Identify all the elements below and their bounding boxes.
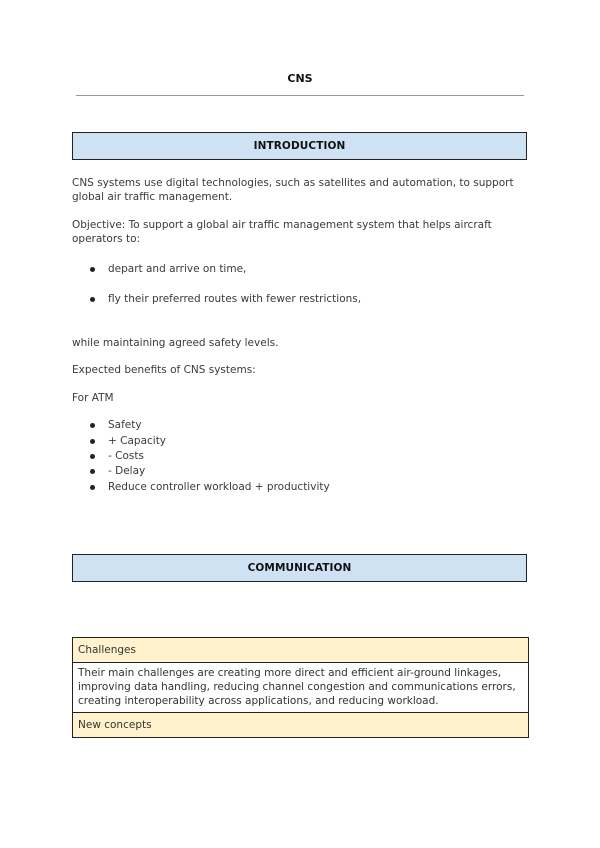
bullet-text: - Delay [108,465,146,477]
bullet-icon [90,423,95,428]
atm-bullet [90,434,166,448]
challenges-text-row: Their main challenges are creating more direct and efficient air-ground linkages, improving data handling, reducing channel congestion and communications errors, creating interoperability across applications, and reducing workload. [73,663,528,713]
title-divider [76,95,524,96]
bullet-text: depart and arrive on time, [108,263,247,275]
new-concepts-label-row: New concepts [73,713,528,737]
bullet-text: Reduce controller workload + productivity [108,481,330,493]
bullet-icon [90,297,95,302]
atm-bullet [90,418,142,432]
bullet-text: Safety [108,419,142,431]
atm-bullet [90,464,145,478]
bullet-icon [90,439,95,444]
bullet-text: + Capacity [108,435,167,447]
safety-line: while maintaining agreed safety levels. [72,337,279,349]
objective-bullet [90,292,361,306]
document-title: CNS [287,72,313,85]
bullet-icon [90,454,95,459]
bullet-icon [90,485,95,490]
bullet-text: fly their preferred routes with fewer restrictions, [108,293,362,305]
intro-paragraph: CNS systems use digital technologies, such as satellites and automation, to support global air traffic management. [72,177,514,203]
bullet-icon [90,469,95,474]
bullet-icon [90,267,95,272]
objective-bullet [90,262,246,276]
challenges-label-row: Challenges [73,638,528,663]
for-atm-label: For ATM [72,392,114,404]
section-header-communication: COMMUNICATION [72,554,527,582]
atm-bullet [90,449,144,463]
section-header-introduction: INTRODUCTION [72,132,527,160]
benefits-label: Expected benefits of CNS systems: [72,364,256,376]
bullet-text: - Costs [108,450,144,462]
communication-table [72,637,529,738]
atm-bullet [90,480,330,494]
objective-paragraph: Objective: To support a global air traffic management system that helps aircraft operators to: [72,219,492,245]
